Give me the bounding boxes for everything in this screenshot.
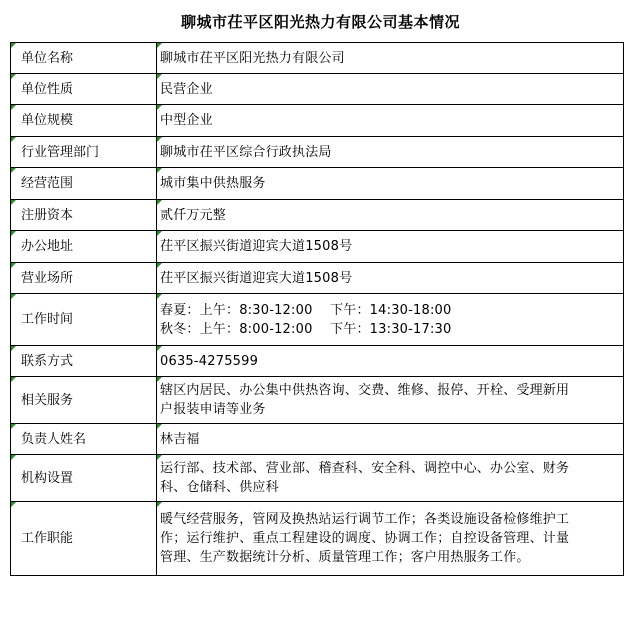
field-label-text: 营业场所: [21, 270, 74, 286]
field-label-text: 联系方式: [21, 353, 74, 369]
field-label-text: 行业管理部门: [21, 144, 100, 160]
field-value-line: 林吉福: [160, 431, 200, 447]
cell-corner-marker: [11, 200, 16, 205]
field-value: [157, 377, 624, 424]
field-label: [11, 105, 157, 137]
table-row: [11, 263, 624, 294]
field-value: [157, 137, 624, 168]
field-value-line: 中型企业: [160, 113, 213, 128]
field-label-text: 相关服务: [21, 392, 74, 408]
field-value: [157, 455, 624, 502]
field-value: [157, 263, 624, 294]
field-value-line: 民营企业: [160, 81, 213, 97]
field-label: [11, 294, 157, 346]
field-value-line: 茌平区振兴街道迎宾大道1508号: [160, 270, 353, 286]
field-value-line: 贰仟万元整: [160, 207, 227, 223]
field-label: [11, 43, 157, 74]
field-label: [11, 377, 157, 424]
field-value-line: 户报装申请等业务: [160, 402, 266, 417]
field-label-text: 单位名称: [21, 50, 74, 66]
cell-corner-marker: [11, 231, 16, 236]
cell-corner-marker: [11, 105, 16, 110]
table-row: [11, 455, 624, 502]
field-label-text: 单位规模: [21, 113, 74, 128]
table-row: [11, 168, 624, 200]
field-label-text: 机构设置: [21, 470, 74, 486]
field-label: [11, 231, 157, 263]
table-row: [11, 231, 624, 263]
cell-corner-marker: [157, 105, 162, 110]
field-label: [11, 168, 157, 200]
field-value-line: 暖气经营服务，管网及换热站运行调节工作；各类设施设备检修维护工: [160, 512, 570, 527]
cell-corner-marker: [157, 502, 162, 507]
field-value-line: 聊城市茌平区综合行政执法局: [160, 144, 332, 160]
cell-corner-marker: [11, 263, 16, 268]
cell-corner-marker: [157, 294, 162, 299]
cell-corner-marker: [11, 137, 16, 142]
cell-corner-marker: [11, 346, 16, 351]
field-value: [157, 294, 624, 346]
table-row: [11, 377, 624, 424]
cell-corner-marker: [11, 74, 16, 79]
table-row: [11, 424, 624, 455]
cell-corner-marker: [11, 168, 16, 173]
field-value: [157, 231, 624, 263]
field-label-text: 工作时间: [21, 312, 74, 327]
field-value-line: 城市集中供热服务: [160, 176, 266, 191]
field-value-line: 茌平区振兴街道迎宾大道1508号: [160, 239, 353, 254]
field-value-line: 0635-4275599: [160, 353, 259, 369]
field-value-line: 运行部、技术部、营业部、稽查科、安全科、调控中心、办公室、财务: [160, 461, 570, 476]
cell-corner-marker: [157, 74, 162, 79]
table-row: [11, 502, 624, 576]
field-value: [157, 346, 624, 377]
field-value: [157, 502, 624, 576]
field-label: [11, 502, 157, 576]
field-label-text: 单位性质: [21, 81, 74, 97]
cell-corner-marker: [11, 455, 16, 460]
cell-corner-marker: [157, 200, 162, 205]
cell-corner-marker: [11, 377, 16, 382]
field-value: [157, 168, 624, 200]
field-value: [157, 74, 624, 105]
field-label: [11, 424, 157, 455]
field-label: [11, 137, 157, 168]
cell-corner-marker: [157, 168, 162, 173]
cell-corner-marker: [11, 424, 16, 429]
table-row: [11, 43, 624, 74]
cell-corner-marker: [157, 263, 162, 268]
field-label-text: 注册资本: [21, 207, 74, 223]
field-value-line: 辖区内居民、办公集中供热咨询、交费、维修、报停、开栓、受理新用: [160, 383, 570, 398]
cell-corner-marker: [11, 43, 16, 48]
field-label-text: 负责人姓名: [21, 431, 87, 447]
page-title: 聊城市茌平区阳光热力有限公司基本情况: [180, 13, 460, 31]
field-label: [11, 200, 157, 231]
cell-corner-marker: [157, 455, 162, 460]
field-label: [11, 263, 157, 294]
company-info-table: [10, 42, 624, 576]
field-value: [157, 200, 624, 231]
cell-corner-marker: [157, 377, 162, 382]
field-value-line: 作；运行维护、重点工程建设的调度、协调工作；自控设备管理、计量: [160, 531, 570, 546]
field-value: [157, 105, 624, 137]
field-value-line: 秋冬：上午：8:00-12:00 下午：13:30-17:30: [160, 321, 452, 337]
field-label-text: 经营范围: [21, 176, 74, 191]
field-value-line: 春夏：上午：8:30-12:00 下午：14:30-18:00: [160, 302, 452, 318]
field-label-text: 工作职能: [21, 531, 74, 546]
table-row: [11, 137, 624, 168]
cell-corner-marker: [11, 294, 16, 299]
field-label: [11, 346, 157, 377]
field-label: [11, 74, 157, 105]
field-label: [11, 455, 157, 502]
field-value: [157, 424, 624, 455]
table-row: [11, 105, 624, 137]
table-row: [11, 294, 624, 346]
table-row: [11, 74, 624, 105]
cell-corner-marker: [157, 43, 162, 48]
field-value-line: 科、仓储科、供应科: [160, 480, 279, 495]
cell-corner-marker: [157, 346, 162, 351]
field-value-line: 聊城市茌平区阳光热力有限公司: [160, 50, 345, 66]
field-value: [157, 43, 624, 74]
cell-corner-marker: [157, 137, 162, 142]
field-value-line: 管理、生产数据统计分析、质量管理工作；客户用热服务工作。: [160, 550, 530, 565]
cell-corner-marker: [157, 231, 162, 236]
table-row: [11, 200, 624, 231]
field-label-text: 办公地址: [21, 239, 74, 254]
cell-corner-marker: [11, 502, 16, 507]
table-row: [11, 346, 624, 377]
cell-corner-marker: [157, 424, 162, 429]
